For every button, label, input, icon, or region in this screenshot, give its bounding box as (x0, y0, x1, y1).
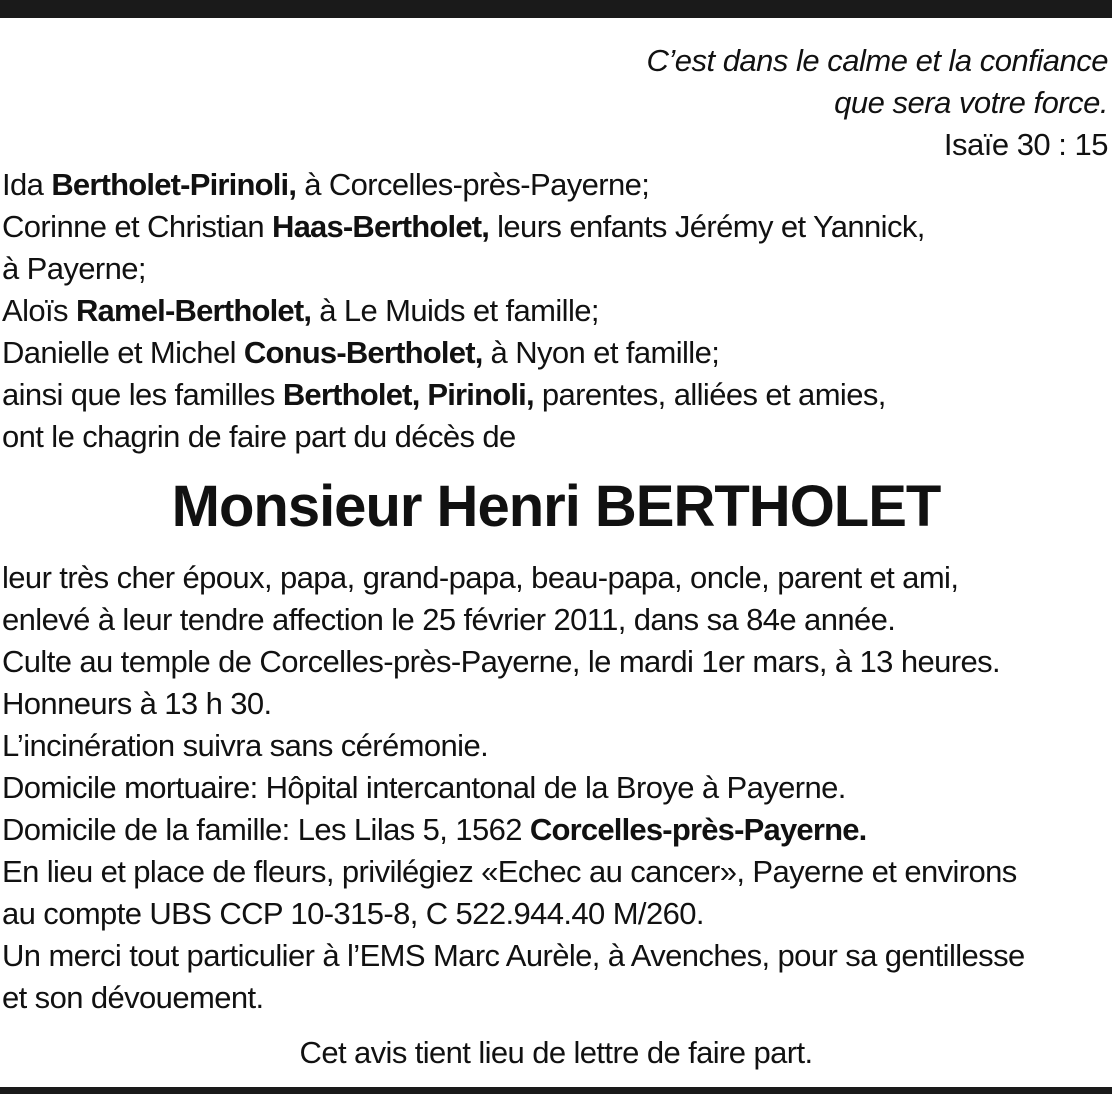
family-line: Aloïs Ramel-Bertholet, à Le Muids et famille; (2, 293, 599, 328)
detail-line: Domicile mortuaire: Hôpital intercantonal de la Broye à Payerne. (2, 770, 846, 805)
detail-line: Culte au temple de Corcelles-près-Payerne, le mardi 1er mars, à 13 heures. (2, 644, 1001, 679)
funeral-details (2, 557, 1025, 1019)
detail-line: et son dévouement. (2, 980, 264, 1015)
family-line: Ida Bertholet-Pirinoli, à Corcelles-près-Payerne; (2, 167, 650, 202)
detail-line: enlevé à leur tendre affection le 25 février 2011, dans sa 84e année. (2, 602, 896, 637)
detail-line: L’incinération suivra sans cérémonie. (2, 728, 489, 763)
bottom-rule (0, 1087, 1112, 1094)
detail-line: Honneurs à 13 h 30. (2, 686, 272, 721)
deceased-name: Monsieur Henri BERTHOLET (171, 474, 941, 539)
top-rule (0, 0, 1112, 18)
epigraph (646, 40, 1108, 166)
family-announcement (2, 164, 925, 458)
detail-line: au compte UBS CCP 10-315-8, C 522.944.40 M/260. (2, 896, 704, 931)
detail-line: Domicile de la famille: Les Lilas 5, 1562 Corcelles-près-Payerne. (2, 812, 867, 847)
family-line: Danielle et Michel Conus-Bertholet, à Nyon et famille; (2, 335, 720, 370)
family-line: à Payerne; (2, 251, 146, 286)
closing-note: Cet avis tient lieu de lettre de faire part. (299, 1035, 813, 1070)
epigraph-reference: Isaïe 30 : 15 (943, 127, 1108, 162)
detail-line: leur très cher époux, papa, grand-papa, beau-papa, oncle, parent et ami, (2, 560, 959, 595)
epigraph-line-2: que sera votre force. (834, 85, 1108, 120)
detail-line: En lieu et place de fleurs, privilégiez «Echec au cancer», Payerne et environs (2, 854, 1017, 889)
family-line: ainsi que les familles Bertholet, Pirinoli, parentes, alliées et amies, (2, 377, 886, 412)
epigraph-line-1: C’est dans le calme et la confiance (646, 43, 1108, 78)
family-line: ont le chagrin de faire part du décès de (2, 419, 516, 454)
family-line: Corinne et Christian Haas-Bertholet, leurs enfants Jérémy et Yannick, (2, 209, 925, 244)
detail-line: Un merci tout particulier à l’EMS Marc Aurèle, à Avenches, pour sa gentillesse (2, 938, 1025, 973)
